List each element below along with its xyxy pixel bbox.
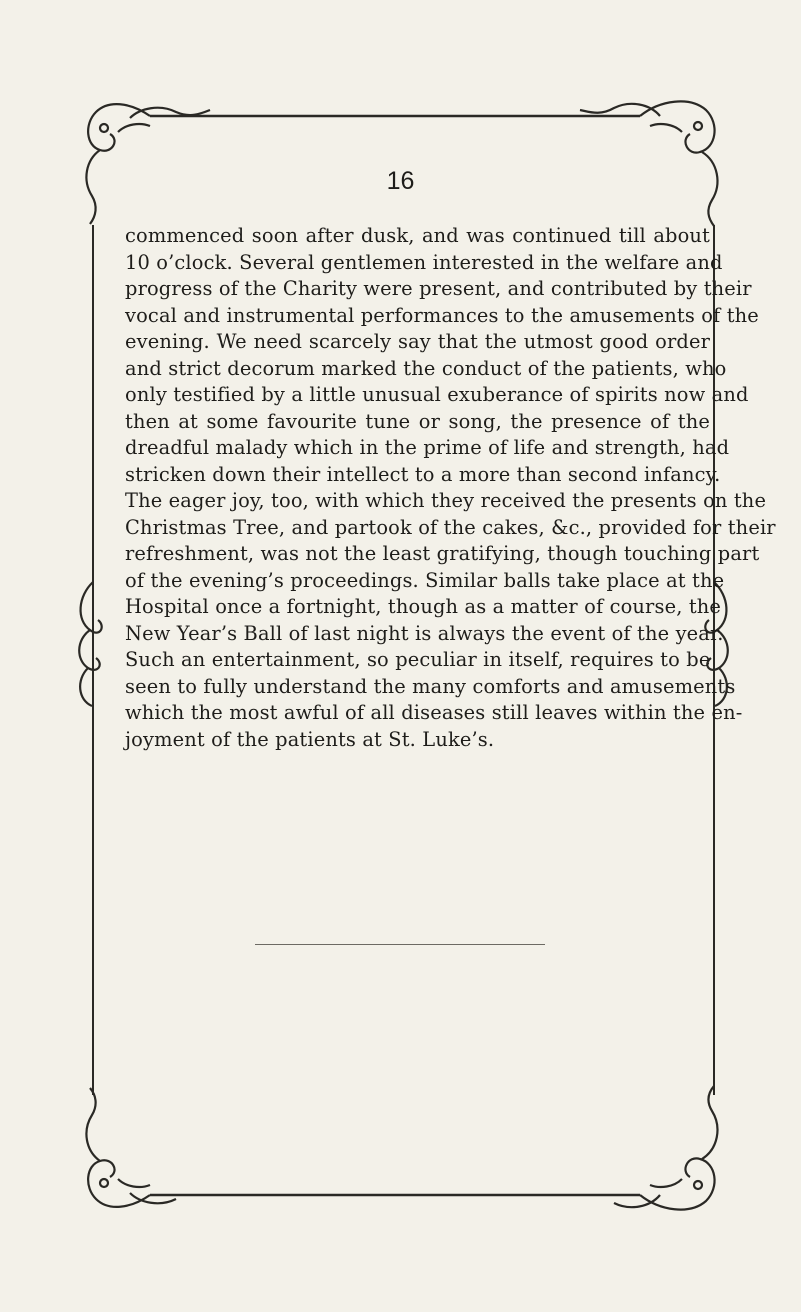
corner-ornament-top-left — [86, 104, 210, 224]
section-divider — [255, 944, 545, 945]
paragraph-line: commenced soon after dusk, and was continued till about — [125, 224, 710, 247]
paragraph-line: evening. We need scarcely say that the utmost good order — [125, 330, 710, 353]
paragraph-line: Such an entertainment, so peculiar in itself, requires to be — [125, 648, 711, 671]
paragraph-line: which the most awful of all diseases still leaves within the en- — [125, 701, 743, 724]
paragraph-line: of the evening’s proceedings. Similar balls take place at the — [125, 568, 725, 592]
page-number: 16 — [386, 167, 415, 195]
paragraph-line: seen to fully understand the many comforts and amusements — [125, 674, 736, 698]
paragraph-line: vocal and instrumental performances to the amusements of the — [125, 303, 759, 327]
paragraph-line: then at some favourite tune or song, the presence of the — [125, 409, 710, 433]
paragraph-line: joyment of the patients at St. Luke’s. — [125, 727, 495, 751]
corner-ornament-bottom-left — [86, 1088, 176, 1207]
paragraph-line: and strict decorum marked the conduct of the patients, who — [125, 356, 727, 380]
paragraph-line: 10 o’clock. Several gentlemen interested in the welfare and — [125, 250, 723, 274]
corner-ornament-top-right — [580, 101, 717, 226]
side-ornament-left — [79, 582, 101, 706]
paragraph-line: stricken down their intellect to a more than second infancy. — [125, 462, 721, 486]
corner-ornament-bottom-right — [614, 1086, 717, 1210]
body-paragraph — [125, 223, 776, 753]
paragraph-line: New Year’s Ball of last night is always the event of the year. — [125, 621, 724, 645]
paragraph-line: Hospital once a fortnight, though as a matter of course, the — [125, 595, 722, 618]
paragraph-line: only testified by a little unusual exuberance of spirits now and — [125, 383, 749, 406]
paragraph-line: refreshment, was not the least gratifying, though touching part — [125, 542, 760, 565]
paragraph-line: The eager joy, too, with which they received the presents on the — [125, 489, 767, 512]
paragraph-line: progress of the Charity were present, and contributed by their — [125, 277, 752, 300]
paragraph-line: Christmas Tree, and partook of the cakes, &c., provided for their — [125, 515, 776, 539]
paragraph-line: dreadful malady which in the prime of life and strength, had — [125, 436, 730, 459]
